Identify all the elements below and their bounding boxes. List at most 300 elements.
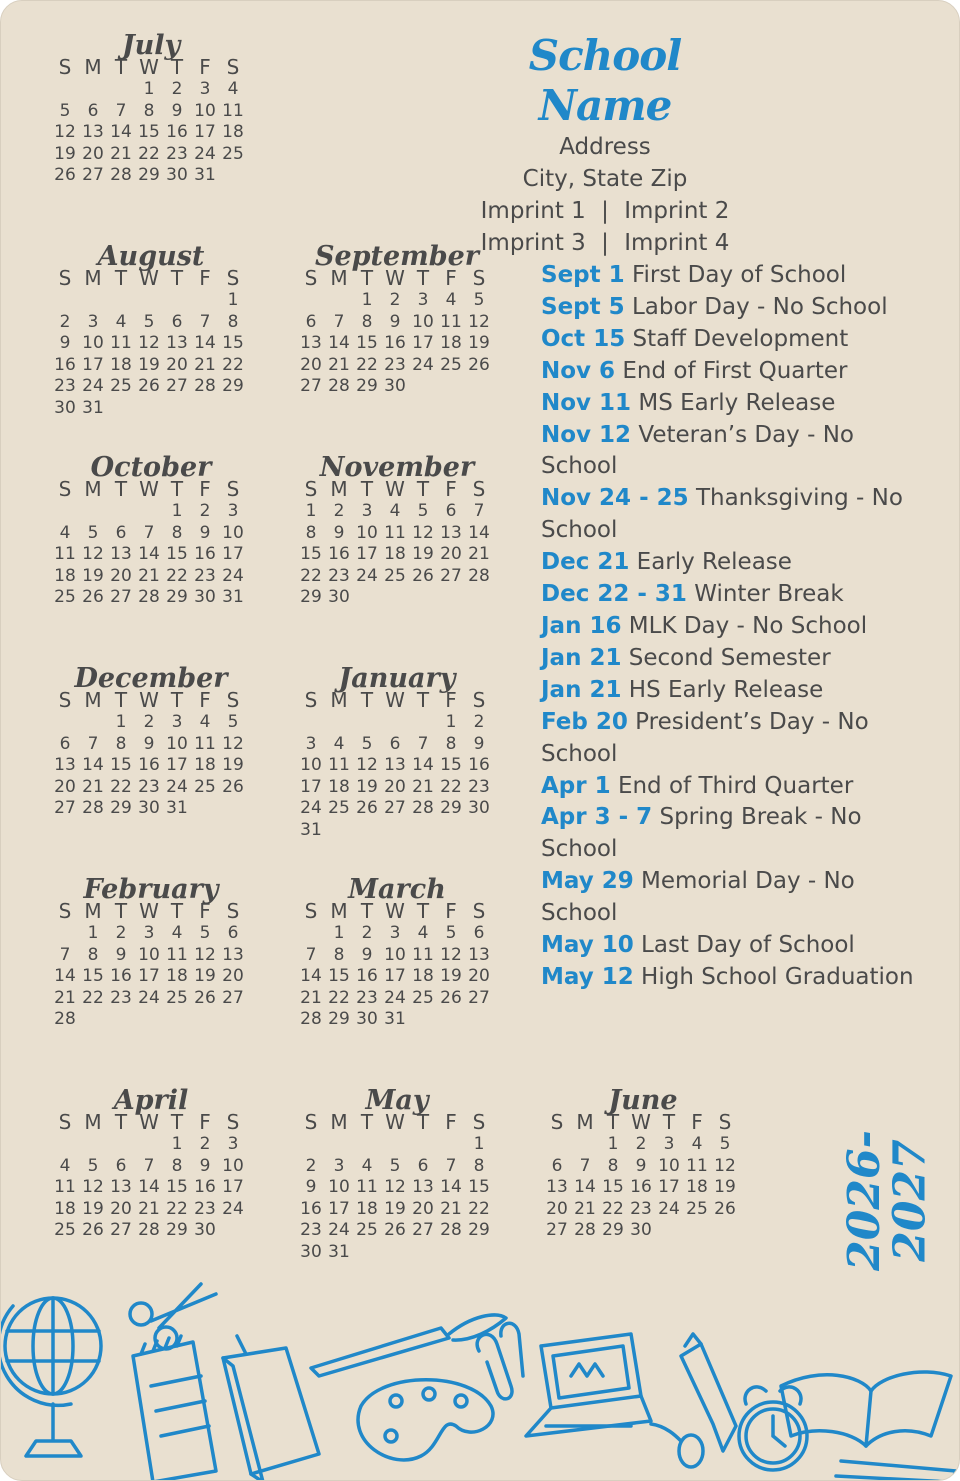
- day-number: 11: [222, 100, 244, 121]
- day-number: 10: [328, 1177, 350, 1198]
- event-date: Nov 11: [541, 389, 632, 416]
- weekday-header: T: [170, 55, 184, 79]
- day-number: 9: [333, 522, 345, 543]
- day-number: 30: [300, 1241, 322, 1262]
- weekday-header: F: [445, 1110, 457, 1134]
- day-number: 13: [54, 755, 76, 776]
- imprint-4: Imprint 4: [624, 230, 730, 256]
- day-number: 24: [356, 565, 378, 586]
- blank-day: [297, 712, 325, 734]
- event-date: Dec 21: [541, 549, 630, 576]
- day-number: 6: [171, 311, 183, 332]
- day-number: 13: [546, 1177, 568, 1198]
- day-number: 21: [110, 143, 132, 164]
- weekday-header: M: [84, 688, 102, 712]
- day-number: 16: [630, 1177, 652, 1198]
- day-number: 24: [384, 987, 406, 1008]
- weekday-header: F: [199, 477, 211, 501]
- day-number: 11: [328, 755, 350, 776]
- day-number: 27: [110, 1220, 132, 1241]
- day-number: 28: [440, 1220, 462, 1241]
- day-number: 23: [138, 776, 160, 797]
- month-calendar: [297, 1086, 497, 1264]
- day-number: 25: [412, 987, 434, 1008]
- blank-day: [163, 290, 191, 312]
- day-number: 21: [328, 354, 350, 375]
- month-name: September: [314, 241, 480, 272]
- month-calendar: [543, 1086, 743, 1242]
- day-number: 10: [222, 522, 244, 543]
- month-name: December: [74, 663, 228, 694]
- weekday-header: W: [139, 899, 159, 923]
- weekday-header: T: [114, 266, 128, 290]
- day-number: 4: [389, 501, 401, 521]
- day-number: 16: [300, 1198, 322, 1219]
- day-number: 13: [222, 944, 244, 965]
- blank-day: [51, 79, 79, 101]
- weekday-header: W: [385, 688, 405, 712]
- day-number: 7: [115, 100, 127, 121]
- month-name: August: [97, 241, 205, 272]
- day-number: 2: [115, 923, 127, 943]
- weekday-header: F: [445, 477, 457, 501]
- day-number: 17: [412, 333, 434, 354]
- day-number: 7: [445, 1155, 457, 1176]
- day-number: 1: [87, 923, 99, 943]
- day-number: 14: [194, 333, 216, 354]
- day-number: 22: [82, 987, 104, 1008]
- day-number: 31: [300, 819, 322, 840]
- day-number: 8: [227, 311, 239, 332]
- school-year: [811, 1130, 936, 1271]
- school-city-state-zip: City, State Zip: [522, 166, 688, 192]
- day-number: 7: [305, 944, 317, 965]
- day-number: 19: [138, 354, 160, 375]
- weekday-header: S: [304, 266, 318, 290]
- notepad-icon: [133, 1336, 216, 1481]
- day-number: 19: [440, 966, 462, 987]
- day-number: 24: [658, 1198, 680, 1219]
- day-number: 14: [54, 966, 76, 987]
- weekday-header: T: [360, 477, 374, 501]
- day-number: 29: [110, 798, 132, 819]
- day-number: 14: [574, 1177, 596, 1198]
- day-number: 29: [602, 1220, 624, 1241]
- day-number: 11: [54, 1177, 76, 1198]
- day-number: 28: [138, 1220, 160, 1241]
- day-number: 3: [361, 501, 373, 521]
- day-number: 22: [328, 987, 350, 1008]
- day-number: 20: [546, 1198, 568, 1219]
- day-number: 31: [384, 1009, 406, 1030]
- event-description: Spring Break - No School: [541, 804, 862, 863]
- day-number: 18: [54, 565, 76, 586]
- day-number: 12: [138, 333, 160, 354]
- event-date: Jan 16: [541, 612, 622, 639]
- day-number: 11: [356, 1177, 378, 1198]
- blank-day: [107, 1134, 135, 1156]
- weekday-header: S: [226, 266, 240, 290]
- day-number: 15: [138, 122, 160, 143]
- day-number: 20: [110, 565, 132, 586]
- day-number: 25: [166, 987, 188, 1008]
- day-number: 2: [333, 501, 345, 521]
- day-number: 9: [389, 311, 401, 332]
- day-number: 12: [356, 755, 378, 776]
- day-number: 23: [384, 354, 406, 375]
- day-number: 22: [166, 565, 188, 586]
- day-number: 6: [473, 923, 485, 943]
- day-number: 28: [110, 165, 132, 186]
- day-number: 23: [166, 143, 188, 164]
- month-grid: [51, 266, 251, 420]
- month-name: July: [121, 30, 181, 61]
- day-number: 6: [551, 1155, 563, 1176]
- weekday-header: S: [226, 899, 240, 923]
- imprint-3: Imprint 3: [480, 230, 586, 256]
- day-number: 12: [714, 1155, 736, 1176]
- day-number: 13: [412, 1177, 434, 1198]
- event-description: Memorial Day - No School: [541, 868, 855, 927]
- day-number: 23: [194, 1198, 216, 1219]
- day-number: 27: [468, 987, 490, 1008]
- event-description: End of First Quarter: [622, 357, 848, 384]
- day-number: 9: [473, 733, 485, 754]
- day-number: 1: [171, 501, 183, 521]
- blank-day: [79, 79, 107, 101]
- event-item: [541, 292, 921, 324]
- weekday-header: T: [416, 266, 430, 290]
- month-grid: [51, 899, 251, 1031]
- day-number: 12: [82, 1177, 104, 1198]
- day-number: 10: [194, 100, 216, 121]
- day-number: 20: [82, 143, 104, 164]
- day-number: 9: [143, 733, 155, 754]
- weekday-header: S: [304, 1110, 318, 1134]
- day-number: 24: [166, 776, 188, 797]
- weekday-header: S: [304, 899, 318, 923]
- blank-day: [297, 1134, 325, 1156]
- day-number: 4: [115, 311, 127, 332]
- event-description: Second Semester: [628, 644, 831, 671]
- day-number: 16: [194, 544, 216, 565]
- weekday-header: W: [385, 1110, 405, 1134]
- day-number: 30: [194, 587, 216, 608]
- blank-day: [191, 290, 219, 312]
- weekday-header: F: [691, 1110, 703, 1134]
- day-number: 6: [115, 1155, 127, 1176]
- day-number: 19: [82, 1198, 104, 1219]
- blank-day: [79, 290, 107, 312]
- day-number: 14: [412, 755, 434, 776]
- day-number: 16: [138, 755, 160, 776]
- weekday-header: F: [199, 55, 211, 79]
- day-number: 26: [222, 776, 244, 797]
- weekday-header: T: [416, 899, 430, 923]
- weekday-header: T: [170, 899, 184, 923]
- weekday-header: W: [385, 266, 405, 290]
- day-number: 21: [300, 987, 322, 1008]
- day-number: 22: [300, 565, 322, 586]
- day-number: 16: [110, 966, 132, 987]
- day-number: 8: [607, 1155, 619, 1176]
- day-number: 27: [300, 376, 322, 397]
- day-number: 14: [300, 966, 322, 987]
- event-item: [541, 356, 921, 388]
- day-number: 21: [194, 354, 216, 375]
- weekday-header: S: [472, 1110, 486, 1134]
- day-number: 2: [143, 712, 155, 732]
- event-item: [541, 930, 921, 962]
- day-number: 28: [468, 565, 490, 586]
- day-number: 16: [166, 122, 188, 143]
- day-number: 25: [54, 587, 76, 608]
- event-description: End of Third Quarter: [617, 772, 854, 799]
- weekday-header: W: [139, 55, 159, 79]
- blank-day: [51, 712, 79, 734]
- day-number: 6: [389, 733, 401, 754]
- day-number: 15: [440, 755, 462, 776]
- weekday-header: S: [58, 55, 72, 79]
- day-number: 10: [222, 1155, 244, 1176]
- blank-day: [297, 290, 325, 312]
- day-number: 9: [305, 1177, 317, 1198]
- day-number: 7: [579, 1155, 591, 1176]
- day-number: 18: [110, 354, 132, 375]
- day-number: 18: [194, 755, 216, 776]
- event-item: [541, 579, 921, 611]
- day-number: 10: [412, 311, 434, 332]
- weekday-header: S: [472, 477, 486, 501]
- day-number: 21: [138, 1198, 160, 1219]
- day-number: 3: [143, 923, 155, 943]
- event-description: Winter Break: [694, 581, 844, 608]
- imprint-1: Imprint 1: [480, 198, 586, 224]
- day-number: 18: [222, 122, 244, 143]
- day-number: 23: [54, 376, 76, 397]
- day-number: 26: [82, 1220, 104, 1241]
- event-item: [541, 643, 921, 675]
- weekday-header: W: [385, 899, 405, 923]
- day-number: 10: [166, 733, 188, 754]
- weekday-header: S: [550, 1110, 564, 1134]
- blank-day: [571, 1134, 599, 1156]
- event-description: Thanksgiving - No School: [541, 485, 903, 544]
- paperclip-icon: [477, 1323, 523, 1399]
- weekday-header: S: [472, 266, 486, 290]
- imprint-row-1: [471, 195, 739, 227]
- day-number: 29: [300, 587, 322, 608]
- weekday-header: M: [330, 266, 348, 290]
- day-number: 30: [328, 587, 350, 608]
- imprint-separator: |: [601, 198, 609, 224]
- day-number: 18: [356, 1198, 378, 1219]
- event-date: Jan 21: [541, 676, 622, 703]
- weekday-header: M: [330, 477, 348, 501]
- day-number: 9: [361, 944, 373, 965]
- day-number: 5: [445, 923, 457, 943]
- day-number: 17: [222, 544, 244, 565]
- blank-day: [325, 290, 353, 312]
- weekday-header: S: [226, 55, 240, 79]
- day-number: 18: [440, 333, 462, 354]
- day-number: 21: [440, 1198, 462, 1219]
- day-number: 26: [54, 165, 76, 186]
- day-number: 24: [222, 565, 244, 586]
- day-number: 4: [227, 79, 239, 99]
- blank-day: [79, 1134, 107, 1156]
- day-number: 11: [686, 1155, 708, 1176]
- day-number: 27: [166, 376, 188, 397]
- day-number: 17: [658, 1177, 680, 1198]
- event-item: [541, 866, 921, 930]
- day-number: 13: [384, 755, 406, 776]
- day-number: 24: [82, 376, 104, 397]
- weekday-header: T: [170, 1110, 184, 1134]
- day-number: 15: [222, 333, 244, 354]
- weekday-header: F: [199, 688, 211, 712]
- day-number: 3: [305, 733, 317, 754]
- day-number: 18: [166, 966, 188, 987]
- weekday-header: M: [330, 899, 348, 923]
- day-number: 28: [82, 798, 104, 819]
- weekday-header: T: [360, 688, 374, 712]
- day-number: 13: [468, 944, 490, 965]
- day-number: 7: [473, 501, 485, 521]
- day-number: 2: [199, 1134, 211, 1154]
- day-number: 11: [440, 311, 462, 332]
- day-number: 3: [171, 712, 183, 732]
- weekday-header: S: [58, 477, 72, 501]
- day-number: 13: [82, 122, 104, 143]
- weekday-header: S: [472, 899, 486, 923]
- month-calendar: [297, 664, 497, 842]
- day-number: 30: [468, 798, 490, 819]
- month-grid: [51, 1110, 251, 1242]
- month-calendar: [297, 875, 497, 1031]
- event-description: First Day of School: [631, 262, 847, 288]
- year-end: 2027: [884, 1139, 936, 1262]
- day-number: 9: [59, 333, 71, 354]
- day-number: 7: [143, 1155, 155, 1176]
- weekday-header: T: [416, 1110, 430, 1134]
- day-number: 8: [473, 1155, 485, 1176]
- day-number: 5: [87, 1155, 99, 1176]
- day-number: 22: [110, 776, 132, 797]
- day-number: 27: [384, 798, 406, 819]
- event-item: [541, 962, 921, 994]
- event-description: Early Release: [636, 549, 792, 576]
- day-number: 17: [356, 544, 378, 565]
- day-number: 1: [115, 712, 127, 732]
- day-number: 26: [412, 565, 434, 586]
- blank-day: [51, 290, 79, 312]
- day-number: 5: [389, 1155, 401, 1176]
- day-number: 6: [417, 1155, 429, 1176]
- day-number: 28: [574, 1220, 596, 1241]
- day-number: 21: [412, 776, 434, 797]
- event-date: May 10: [541, 932, 634, 959]
- day-number: 29: [222, 376, 244, 397]
- month-grid: [51, 55, 251, 187]
- day-number: 23: [468, 776, 490, 797]
- weekday-header: F: [199, 266, 211, 290]
- day-number: 26: [138, 376, 160, 397]
- day-number: 12: [440, 944, 462, 965]
- day-number: 26: [384, 1220, 406, 1241]
- event-date: May 29: [541, 868, 634, 895]
- day-number: 9: [199, 522, 211, 543]
- weekday-header: M: [84, 899, 102, 923]
- day-number: 27: [82, 165, 104, 186]
- day-number: 12: [468, 311, 490, 332]
- day-number: 4: [59, 1155, 71, 1176]
- day-number: 15: [82, 966, 104, 987]
- event-item: [541, 483, 921, 547]
- weekday-header: T: [170, 477, 184, 501]
- blank-day: [79, 501, 107, 523]
- day-number: 18: [54, 1198, 76, 1219]
- day-number: 18: [412, 966, 434, 987]
- day-number: 29: [440, 798, 462, 819]
- day-number: 15: [110, 755, 132, 776]
- day-number: 27: [110, 587, 132, 608]
- day-number: 15: [602, 1177, 624, 1198]
- day-number: 14: [468, 522, 490, 543]
- day-number: 17: [384, 966, 406, 987]
- day-number: 21: [468, 544, 490, 565]
- weekday-header: M: [330, 1110, 348, 1134]
- day-number: 19: [54, 143, 76, 164]
- day-number: 17: [194, 122, 216, 143]
- day-number: 11: [194, 733, 216, 754]
- day-number: 24: [412, 354, 434, 375]
- day-number: 22: [138, 143, 160, 164]
- day-number: 3: [417, 290, 429, 310]
- blank-day: [135, 501, 163, 523]
- event-description: Veteran’s Day - No School: [541, 421, 854, 480]
- month-grid: [51, 477, 251, 609]
- blank-day: [51, 923, 79, 945]
- event-date: Feb 20: [541, 708, 628, 735]
- day-number: 9: [199, 1155, 211, 1176]
- day-number: 4: [199, 712, 211, 732]
- weekday-header: F: [199, 899, 211, 923]
- weekday-header: S: [226, 477, 240, 501]
- day-number: 1: [333, 923, 345, 943]
- day-number: 7: [59, 944, 71, 965]
- year-start: 2026-: [838, 1130, 890, 1271]
- day-number: 7: [87, 733, 99, 754]
- day-number: 18: [328, 776, 350, 797]
- weekday-header: T: [360, 266, 374, 290]
- weekday-header: F: [199, 1110, 211, 1134]
- day-number: 5: [59, 100, 71, 121]
- day-number: 26: [82, 587, 104, 608]
- day-number: 18: [686, 1177, 708, 1198]
- day-number: 5: [199, 923, 211, 943]
- day-number: 27: [54, 798, 76, 819]
- blank-day: [107, 501, 135, 523]
- day-number: 16: [468, 755, 490, 776]
- weekday-header: T: [360, 899, 374, 923]
- weekday-header: M: [84, 55, 102, 79]
- event-date: Nov 6: [541, 357, 616, 384]
- scissors-icon: [130, 1284, 216, 1349]
- day-number: 3: [663, 1134, 675, 1154]
- day-number: 4: [445, 290, 457, 310]
- day-number: 20: [166, 354, 188, 375]
